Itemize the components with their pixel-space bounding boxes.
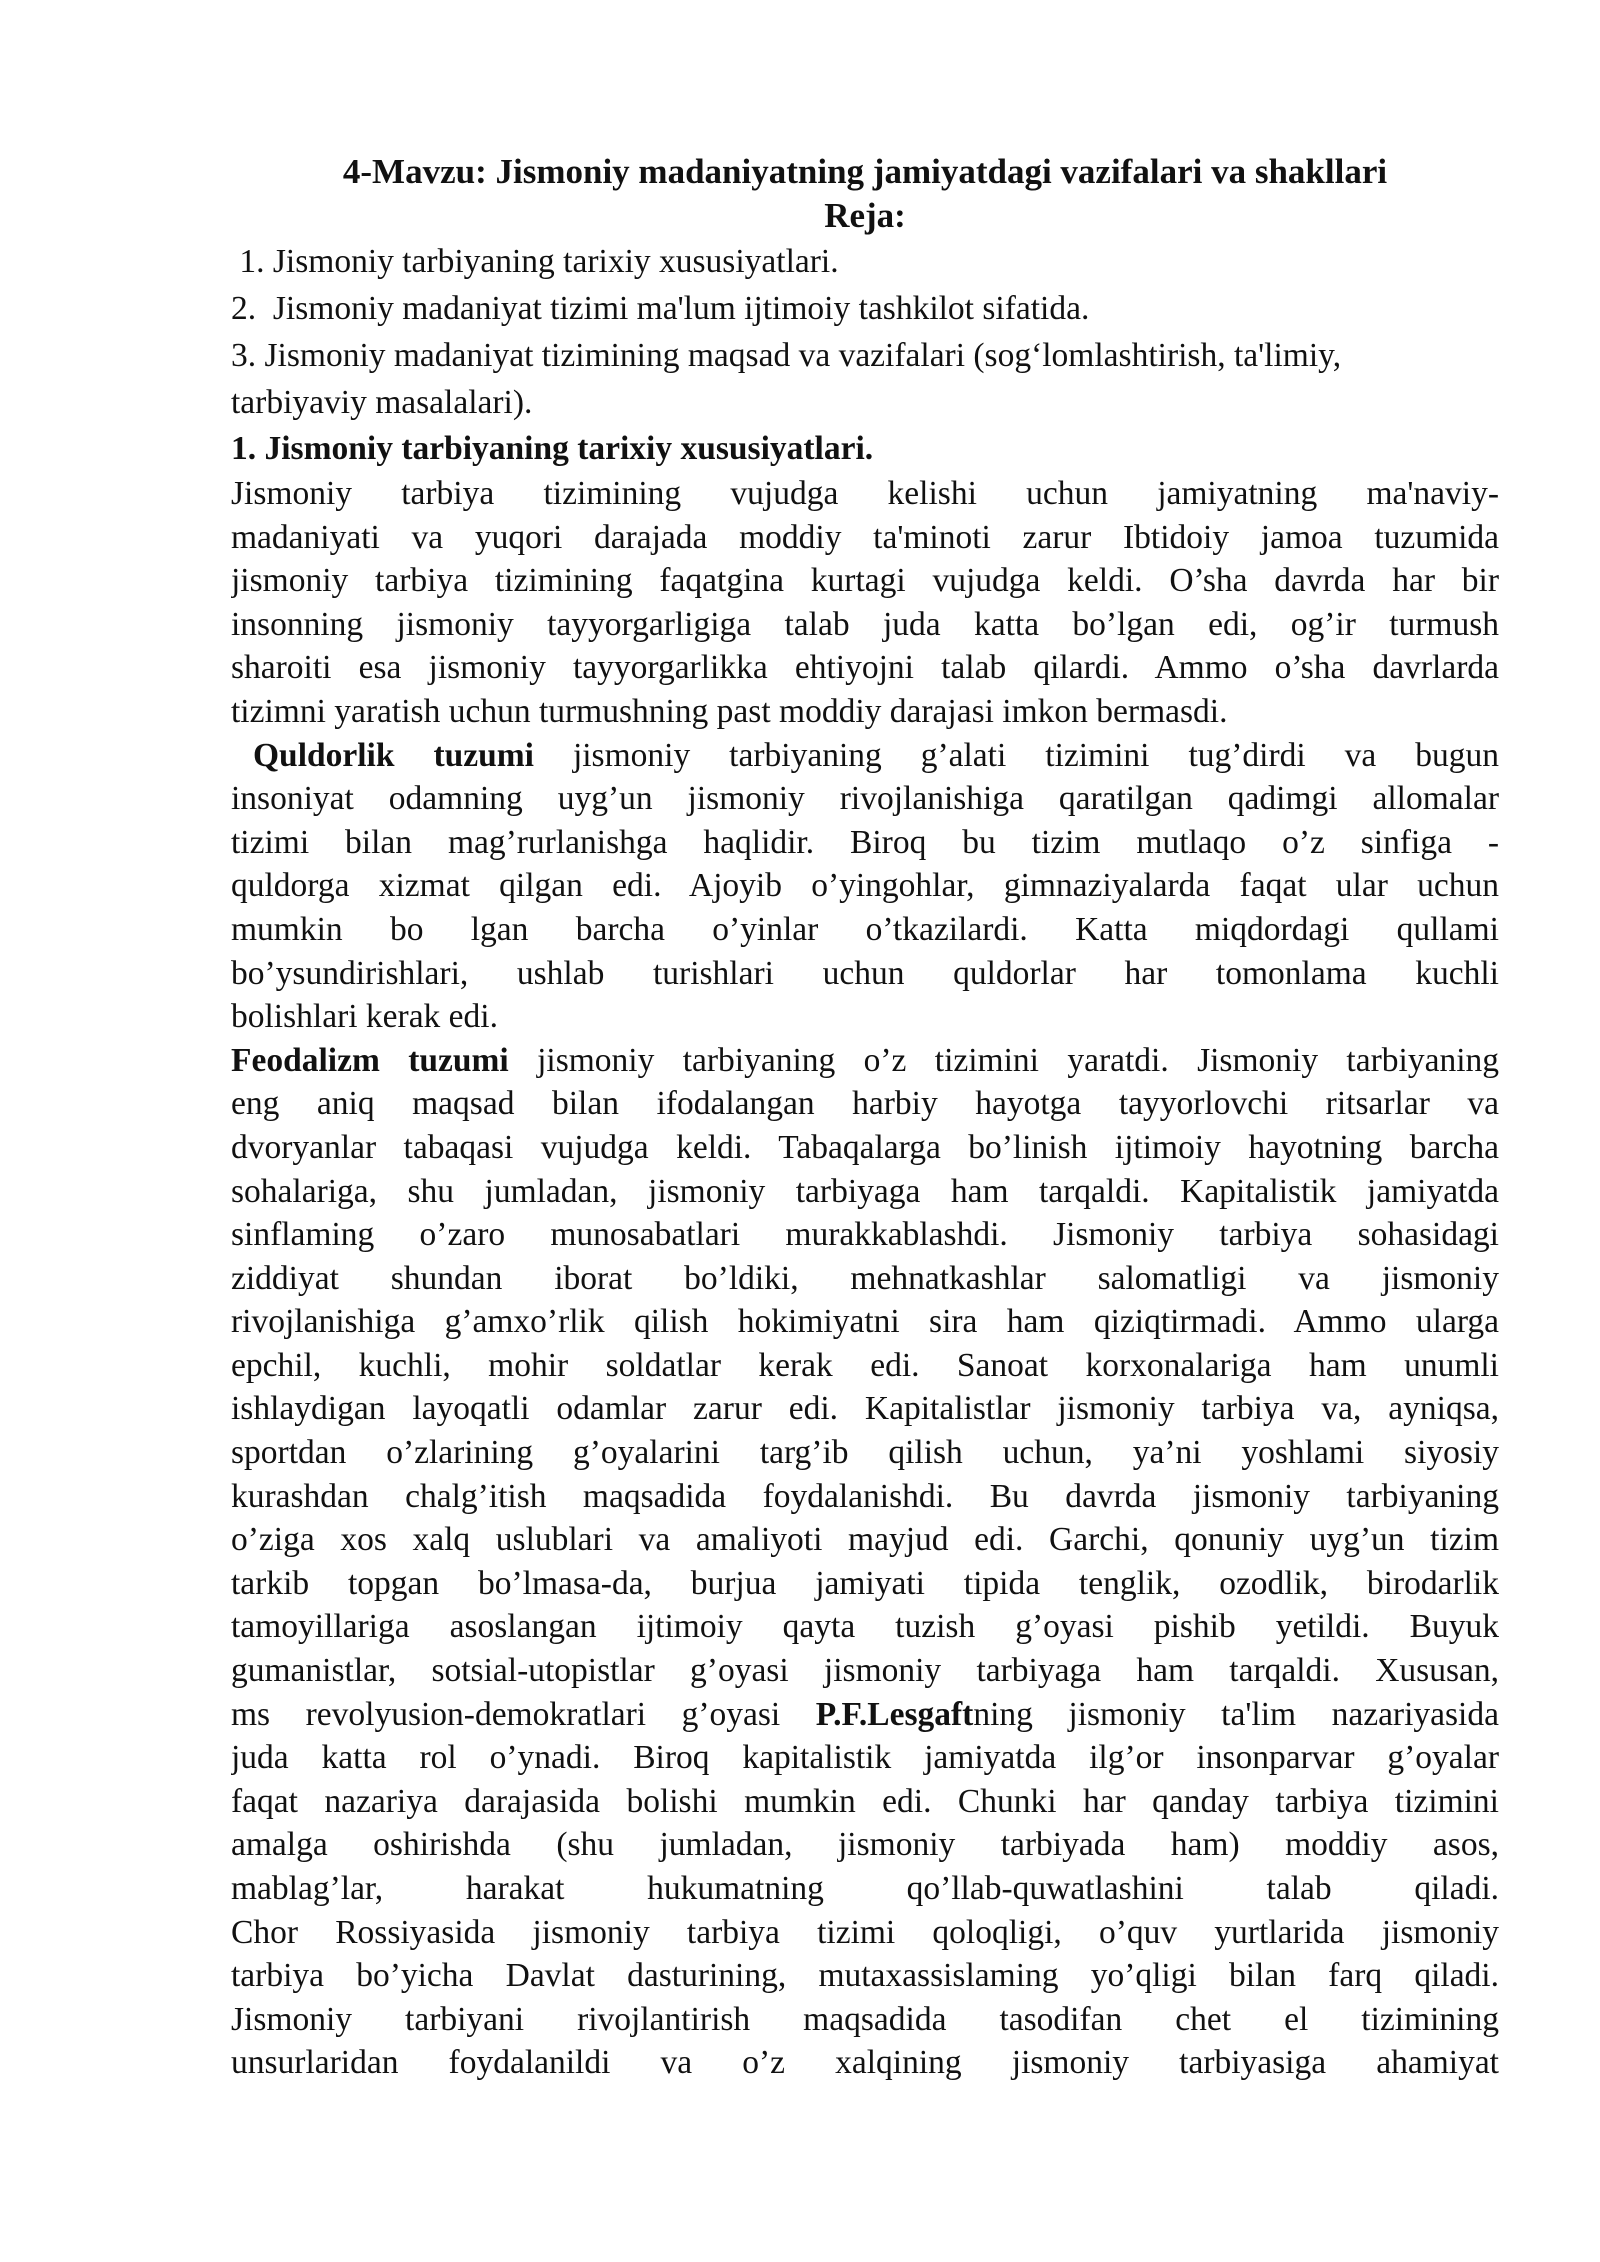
- section-heading: 1. Jismoniy tarbiyaning tarixiy xususiyatlari.: [231, 430, 874, 467]
- text-line: quldorga xizmat qilgan edi. Ajoyib o’yingohlar, gimnaziyalarda faqat ular uchun: [231, 867, 1499, 905]
- text-line: Jismoniy tarbiyani rivojlantirish maqsadida tasodifan chet el tizimining: [231, 2000, 1499, 2038]
- text-line: unsurlaridan foydalanildi va o’z xalqining jismoniy tarbiyasiga ahamiyat: [231, 2044, 1499, 2082]
- bold-term: Feodalizm tuzumi: [231, 1041, 509, 1079]
- text-line: Jismoniy tarbiya tizimining vujudga kelishi uchun jamiyatning ma'naviy-: [231, 475, 1499, 512]
- text-line: mablag’lar, harakat hukumatning qo’llab-quwatlashini talab qiladi.: [231, 1870, 1499, 1907]
- bold-name: P.F.Lesgaft: [815, 1695, 974, 1733]
- text-line: sharoiti esa jismoniy tayyorgarlikka ehtiyojni talab qilardi. Ammo o’sha davrlarda: [231, 649, 1499, 687]
- text-line: Chor Rossiyasida jismoniy tarbiya tizimi qoloqligi, o’quv yurtlarida jismoniy: [231, 1913, 1499, 1951]
- text-fragment: jismoniy tarbiyaning o’z tizimini yaratdi. Jismoniy tarbiyaning: [508, 1041, 1499, 1079]
- text-line: juda katta rol o’ynadi. Biroq kapitalistik jamiyatda ilg’or insonparvar g’oyalar: [231, 1739, 1499, 1777]
- text-fragment: ning jismoniy ta'lim nazariyasida: [973, 1695, 1499, 1733]
- text-line: mumkin bo lgan barcha o’yinlar o’tkazilardi. Katta miqdordagi qullami: [231, 910, 1499, 948]
- text-line: [231, 734, 1499, 778]
- paragraph-1: [231, 472, 1499, 734]
- text-line: rivojlanishiga g’amxo’rlik qilish hokimiyatni sira ham qiziqtirmadi. Ammo ularga: [231, 1303, 1499, 1341]
- plan-list: [231, 238, 1499, 426]
- bold-term: Quldorlik tuzumi: [253, 736, 534, 774]
- plan-item: tarbiyaviy masalalari).: [231, 384, 533, 421]
- text-line: sohalariga, shu jumladan, jismoniy tarbiyaga ham tarqaldi. Kapitalistik jamiyatda: [231, 1172, 1499, 1210]
- text-line: amalga oshirishda (shu jumladan, jismoniy tarbiyada ham) moddiy asos,: [231, 1826, 1499, 1864]
- plan-item: 3. Jismoniy madaniyat tizimining maqsad va vazifalari (sog‘lomlashtirish, ta'limiy,: [231, 337, 1342, 374]
- plan-heading: Reja:: [824, 196, 906, 235]
- paragraph-3: [231, 1039, 1499, 2085]
- text-line: tizimi bilan mag’rurlanishga haqlidir. Biroq bu tizim mutlaqo o’z sinfiga -: [231, 823, 1499, 861]
- text-line: [231, 1693, 1499, 1737]
- text-line: jismoniy tarbiya tizimining faqatgina kurtagi vujudga keldi. O’sha davrda har bir: [231, 562, 1499, 600]
- document-title: 4-Mavzu: Jismoniy madaniyatning jamiyatdagi vazifalari va shakllari: [342, 152, 1388, 191]
- text-line: tizimni yaratish uchun turmushning past moddiy darajasi imkon bermasdi.: [231, 692, 1228, 730]
- text-line: insonning jismoniy tayyorgarligiga talab juda katta bo’lgan edi, og’ir turmush: [231, 605, 1499, 643]
- text-line: bo’ysundirishlari, ushlab turishlari uchun quldorlar har tomonlama kuchli: [231, 954, 1499, 992]
- text-line: eng aniq maqsad bilan ifodalangan harbiy hayotga tayyorlovchi ritsarlar va: [231, 1085, 1499, 1123]
- text-line: tarkib topgan bo’lmasa-da, burjua jamiyati tipida tenglik, ozodlik, birodarlik: [231, 1564, 1499, 1602]
- text-fragment: ms revolyusion-demokratlari g’oyasi: [231, 1695, 816, 1733]
- text-line: epchil, kuchli, mohir soldatlar kerak edi. Sanoat korxonalariga ham unumli: [231, 1346, 1499, 1384]
- plan-item: 2. Jismoniy madaniyat tizimi ma'lum ijtimoiy tashkilot sifatida.: [231, 290, 1090, 327]
- text-line: kurashdan chalg’itish maqsadida foydalanishdi. Bu davrda jismoniy tarbiyaning: [231, 1477, 1499, 1515]
- text-line: sinflaming o’zaro munosabatlari murakkablashdi. Jismoniy tarbiya sohasidagi: [231, 1216, 1499, 1254]
- text-line: madaniyati va yuqori darajada moddiy ta'minoti zarur Ibtidoiy jamoa tuzumida: [231, 518, 1499, 556]
- text-line: tarbiya bo’yicha Davlat dasturining, mutaxassislaming yo’qligi bilan farq qiladi.: [231, 1957, 1499, 1995]
- text-line: faqat nazariya darajasida bolishi mumkin edi. Chunki har qanday tarbiya tizimini: [231, 1782, 1499, 1820]
- text-line: o’ziga xos xalq uslublari va amaliyoti mayjud edi. Garchi, qonuniy uyg’un tizim: [231, 1521, 1499, 1559]
- text-line: gumanistlar, sotsial-utopistlar g’oyasi jismoniy tarbiyaga ham tarqaldi. Xususan,: [231, 1652, 1499, 1690]
- text-line: sportdan o’zlarining g’oyalarini targ’ib qilish uchun, ya’ni yoshlami siyosiy: [231, 1434, 1499, 1472]
- text-line: [231, 1039, 1499, 1083]
- text-line: dvoryanlar tabaqasi vujudga keldi. Tabaqalarga bo’linish ijtimoiy hayotning barcha: [231, 1128, 1499, 1166]
- text-line: tamoyillariga asoslangan ijtimoiy qayta tuzish g’oyasi pishib yetildi. Buyuk: [231, 1608, 1499, 1646]
- paragraph-2: [231, 734, 1499, 1039]
- text-fragment: jismoniy tarbiyaning g’alati tizimini tug’dirdi va bugun: [533, 736, 1499, 774]
- text-line: bolishlari kerak edi.: [231, 998, 498, 1036]
- plan-item: 1. Jismoniy tarbiyaning tarixiy xususiyatlari.: [231, 243, 839, 280]
- text-line: insoniyat odamning uyg’un jismoniy rivojlanishiga qaratilgan qadimgi allomalar: [231, 780, 1499, 818]
- text-line: ziddiyat shundan iborat bo’ldiki, mehnatkashlar salomatligi va jismoniy: [231, 1259, 1499, 1297]
- text-line: ishlaydigan layoqatli odamlar zarur edi. Kapitalistlar jismoniy tarbiya va, ayniqsa,: [231, 1390, 1499, 1428]
- document-body: [231, 150, 1499, 2085]
